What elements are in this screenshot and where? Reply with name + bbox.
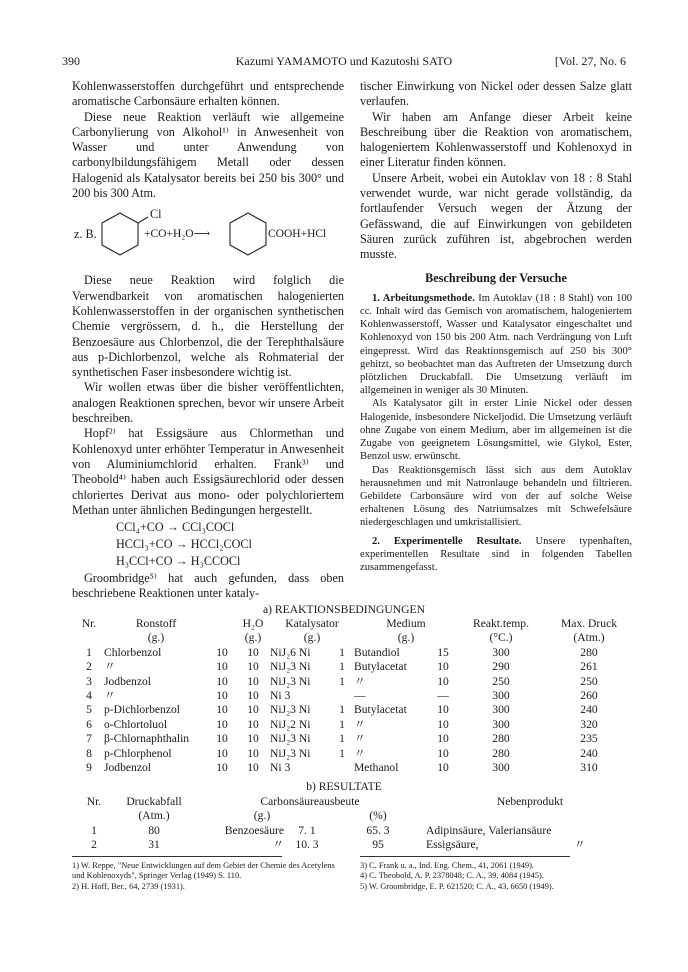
paragraph: Kohlenwasserstoffen durchgeführt und entsprechende aromatische Carbonsäure erhalten können. — [72, 79, 344, 109]
paragraph: Im Autoklav (18 : 8 Stahl) von 100 cc. Inhalt wird das Gemisch von aromatischem, halogeniertem Kohlenwasserstoff, Wasser und Katalysator eingeschaltet und Kohlenoxyd von 150 bis 200 Atm. nach Verdrängung von Luft eingepresst. Wird das Reaktionsgemisch auf 250 bis 300° gehitzt, so beobachtet man das Auftreten der Umsetzung durch plötzlichen Druckabfall. Die Umsetzung verläuft im allgemeinen in weniger als 30 Minuten. — [360, 292, 632, 397]
table-cell: 1 — [339, 732, 345, 746]
column-header: Nebenprodukt — [496, 795, 564, 808]
table-cell: NiJ₂3 Ni — [270, 674, 311, 688]
table-cell: 10 — [437, 660, 449, 674]
table-cell: Methanol — [354, 761, 399, 775]
reaction-scheme — [72, 205, 344, 269]
table-cell: 10 — [247, 761, 259, 775]
table-cell: 10 — [216, 674, 228, 688]
table-cell: Ni 3 — [270, 689, 291, 703]
reaction-products: COOH+HCl — [268, 228, 327, 241]
table-cell: NiJ₂6 Ni — [270, 645, 311, 659]
left-column — [72, 79, 344, 602]
section-heading: Beschreibung der Versuche — [425, 270, 567, 285]
table-cell: 3 — [86, 674, 92, 688]
table-cell: 10 — [437, 703, 449, 717]
table-cell: Jodbenzol — [104, 674, 152, 688]
table-cell: Adipinsäure, Valeriansäure — [426, 823, 552, 837]
table-results — [74, 795, 634, 853]
table-cell: Butylacetat — [354, 703, 407, 717]
table-cell: 310 — [580, 761, 598, 775]
table-cell: Butylacetat — [354, 660, 407, 674]
table-cell: 〃 — [354, 746, 366, 760]
table-cell — [330, 761, 354, 775]
column-header: Katalysator — [285, 617, 339, 630]
table-cell: 280 — [492, 746, 510, 760]
table-cell: 〃 — [354, 674, 366, 688]
table-cell: 1 — [339, 746, 345, 760]
table-cell: 10 — [437, 732, 449, 746]
footnote: 3) C. Frank u. a., Ind. Eng. Chem., 41, 2061 (1949). — [360, 861, 534, 870]
table-row — [74, 703, 634, 717]
example-label: z. B. — [74, 227, 97, 242]
table-row — [74, 761, 634, 775]
right-column — [360, 79, 632, 574]
unit-header: (g.) — [244, 631, 262, 645]
table-cell: 260 — [580, 689, 598, 703]
unit-header: (Atm.) — [138, 809, 170, 823]
table-cell: 10. 3 — [295, 838, 319, 852]
table-cell: 10 — [216, 732, 228, 746]
unit-header: (g.) — [303, 631, 321, 645]
table-cell: 10 — [247, 660, 259, 674]
table-cell: 10 — [247, 703, 259, 717]
table-cell: 235 — [580, 732, 598, 746]
paragraph: Als Katalysator gilt in erster Linie Nickel oder dessen Halogenide, insbesondere Nickeljodid. Die Umsetzung verläuft ohne Zugabe von einem Medium, aber im allgemeinen ist die Zugabe von geeignetem Lösungsmittel, wie Glykol, Ester, Benzol usw. erwünscht. — [360, 398, 632, 463]
table-cell: 80 — [148, 823, 160, 837]
table-cell: 261 — [580, 660, 598, 674]
table-cell: 2 — [86, 660, 92, 674]
table-cell: 1 — [86, 645, 92, 659]
table-cell: 4 — [86, 689, 92, 703]
table-cell: 8 — [86, 746, 92, 760]
table-row — [74, 660, 634, 674]
table-cell: Chlorbenzol — [104, 645, 162, 659]
footnote: 2) H. Hoff, Ber., 64, 2739 (1931). — [72, 881, 185, 891]
column-header: Druckabfall — [126, 795, 182, 808]
table-cell: 2 — [91, 838, 97, 852]
footnotes-right — [360, 861, 632, 892]
table-cell: 290 — [492, 660, 510, 674]
footnote: 4) C. Theobold, A. P. 2378048; C. A., 39, 4084 (1945). — [360, 871, 544, 881]
table-cell: 〃 — [354, 717, 366, 731]
table-cell: NiJ₂3 Ni — [270, 746, 311, 760]
table-cell: 10 — [247, 732, 259, 746]
table-cell: 5 — [86, 703, 92, 717]
table-row — [74, 689, 634, 703]
table-cell: 〃 — [272, 838, 284, 852]
table-cell: 1 — [339, 645, 345, 659]
table-row — [74, 824, 634, 838]
table-cell: 240 — [580, 746, 598, 760]
column-header: Ronstoff — [135, 617, 177, 630]
table-cell: NiJ₂3 Ni — [270, 660, 311, 674]
table-cell: Essigsäure, — [426, 838, 479, 852]
paragraph: Diese neue Reaktion wird folglich die Verwendbarkeit von aromatischen halogenierten Kohlenwasserstoffen in der organischen synthetischen Chemie vergrössern, d. h., die Herstellung der Benzoesäure aus Chlorbenzol, die der Terephthalsäure aus p-Dichlorbenzol, welche als Rohmaterial der synthetischen Faser insbesondere wichtig ist. — [72, 273, 344, 380]
paragraph: Diese neue Reaktion verläuft wie allgemeine Carbonylierung von Alkohol¹⁾ in Anwesenheit von Wasser und unter Anwendung von carbonylbildungsfähigem Metall oder dessen Halogenid als Katalysator bereits bei 250 bis 300° und 200 bis 300 Atm. — [72, 109, 344, 201]
subsection-title: 1. Arbeitungsmethode. — [372, 292, 475, 304]
table-cell: 〃 — [574, 838, 586, 852]
footnote: 1) W. Reppe, "Neue Entwicklungen auf dem Gebiet der Chemie des Acetylens und Kohlenoxyds", Springer Verlag (1949) S. 110. — [72, 861, 335, 881]
table-cell: 300 — [492, 761, 510, 775]
table-cell: NiJ₂2 Ni — [270, 717, 311, 731]
table-cell: Jodbenzol — [104, 761, 152, 775]
table-cell: 10 — [216, 645, 228, 659]
table-cell: Ni 3 — [270, 761, 291, 775]
journal-volume: [Vol. 27, No. 6 — [554, 54, 626, 68]
table-cell: 10 — [247, 689, 259, 703]
table-cell: 300 — [492, 703, 510, 717]
footnote-rule — [360, 856, 570, 857]
table-cell: 10 — [216, 746, 228, 760]
table-cell: 10 — [247, 717, 259, 731]
table-cell: 10 — [216, 717, 228, 731]
table-row — [74, 675, 634, 689]
running-authors: Kazumi YAMAMOTO und Kazutoshi SATO — [235, 54, 453, 68]
table-cell: 1 — [339, 703, 345, 717]
column-header: Reakt.temp. — [472, 617, 530, 630]
column-header: Medium — [386, 617, 426, 630]
table-cell: Butandiol — [354, 645, 400, 659]
table-row — [74, 732, 634, 746]
running-header — [62, 54, 626, 70]
table-cell: 10 — [247, 746, 259, 760]
page-number: 390 — [62, 54, 80, 68]
table-cell: 〃 — [354, 732, 366, 746]
paragraph: Wir haben am Anfange dieser Arbeit keine Beschreibung über die Reaktion von aromatischem, halogeniertem Kohlenwasserstoff und Kohlenoxyd in einer Literatur finden können. — [360, 109, 632, 170]
table-cell: 10 — [216, 689, 228, 703]
table-cell: 10 — [216, 761, 228, 775]
table-cell: 1 — [339, 660, 345, 674]
paragraph: Hopf²⁾ hat Essigsäure aus Chlormethan und Kohlenoxyd unter erhöhter Temperatur in Anwesenheit von Aluminiumchlorid erhalten. Frank³⁾ und Theobold⁴⁾ haben auch Essigsäurechlorid oder dessen chloriertes Derivat aus mono- oder polychloriertem Methan unter ähnlichen Bedingungen hergestellt. — [72, 426, 344, 517]
table-cell: 10 — [437, 746, 449, 760]
table-cell: 31 — [148, 838, 160, 852]
table-cell: 250 — [580, 674, 598, 688]
table-cell: p-Chlorphenol — [104, 746, 172, 760]
column-header: Nr. — [86, 795, 102, 808]
footnote: 5) W. Groombridge, E. P. 621520; C. A., 43, 6650 (1949). — [360, 881, 554, 891]
paragraph: Unsere Arbeit, wobei ein Autoklav von 18 : 8 Stahl verwendet wurde, war nicht gerade vollständig, da fortlaufender Versuch wegen der Ätzung der Gefässwand, die auf Einwirkungen von gebildeten Säuren zurück zuführen ist, abgebrochen werden musste. — [360, 170, 632, 262]
paragraph: tischer Einwirkung von Nickel oder dessen Salze glatt verlaufen. — [360, 79, 632, 109]
column-header: Carbonsäureausbeute — [260, 795, 360, 808]
equation: CCl₄+CO → CCl₃COCl — [116, 520, 235, 535]
table-cell: 10 — [247, 674, 259, 688]
table-cell: β-Chlornaphthalin — [104, 732, 190, 746]
unit-header: (g.) — [397, 631, 415, 645]
equation: H₃CCl+CO → H₃CCOCl — [116, 554, 241, 569]
table-row — [74, 718, 634, 732]
chlorine-substituent: Cl — [150, 207, 162, 222]
table-cell: 250 — [492, 674, 510, 688]
table-cell: NiJ₂3 Ni — [270, 703, 311, 717]
table-cell: 10 — [247, 645, 259, 659]
table-cell: 1 — [339, 717, 345, 731]
table-cell: 1 — [339, 674, 345, 688]
table-cell: 300 — [492, 717, 510, 731]
table-cell: 15 — [437, 645, 449, 659]
table-cell: 6 — [86, 717, 92, 731]
table-cell: 10 — [437, 674, 449, 688]
table-cell: 10 — [216, 703, 228, 717]
table-b-title: b) RESULTATE — [306, 780, 382, 793]
paragraph: Groombridge⁵⁾ hat auch gefunden, dass oben beschriebene Reaktionen unter kataly- — [72, 571, 344, 601]
table-cell: 65. 3 — [366, 823, 390, 837]
table-cell: 10 — [437, 717, 449, 731]
table-row — [74, 838, 634, 852]
table-cell: 300 — [492, 645, 510, 659]
paragraph: Das Reaktionsgemisch lässt sich aus dem Autoklav herausnehmen und mit Natronlauge behandeln und filtrieren. Gebildete Carbonsäure wird von der auf solche Weise erhaltenen Lösung des Natriumsalzes mit Schwefelsäure niedergeschlagen und umkristallisiert. — [360, 464, 632, 529]
unit-header: (°C.) — [489, 631, 513, 645]
table-cell: 280 — [492, 732, 510, 746]
table-a-title: a) REAKTIONSBEDINGUNGEN — [263, 603, 425, 616]
unit-header: (Atm.) — [573, 631, 605, 645]
table-cell: 280 — [580, 645, 598, 659]
equation: HCCl₃+CO → HCCl₂COCl — [116, 537, 252, 552]
table-cell: 7 — [86, 732, 92, 746]
column-header: Nr. — [81, 617, 97, 630]
table-cell: 〃 — [104, 689, 116, 703]
table-cell — [330, 689, 354, 703]
table-cell: 10 — [437, 761, 449, 775]
table-cell: 〃 — [104, 660, 116, 674]
table-cell: 1 — [91, 823, 97, 837]
unit-header: (g.) — [253, 809, 271, 823]
table-cell: 240 — [580, 703, 598, 717]
table-cell: 95 — [372, 838, 384, 852]
paragraph: Unsere typenhaften, experimentellen Resultate sind in folgenden Tabellen zusammengefasst. — [360, 535, 632, 573]
table-cell: 10 — [216, 660, 228, 674]
table-row — [74, 747, 634, 761]
table-cell: Benzoesäure — [224, 823, 284, 837]
table-cell: 300 — [492, 689, 510, 703]
table-cell: — — [354, 689, 366, 703]
subsection-title: 2. Experimentelle Resultate. — [372, 535, 522, 547]
table-reaction-conditions — [74, 617, 634, 775]
table-cell: — — [437, 689, 449, 703]
column-header: Max. Druck — [560, 617, 618, 630]
column-header: H₂O — [242, 617, 264, 630]
table-cell: 320 — [580, 717, 598, 731]
table-cell: 7. 1 — [298, 823, 316, 837]
paragraph: Wir wollen etwas über die bisher veröffentlichten, analogen Reaktionen sprechen, bevor wir unsere Arbeit beschreiben. — [72, 380, 344, 426]
footnote-rule — [72, 856, 282, 857]
unit-header: (g.) — [147, 631, 165, 645]
table-cell: NiJ₂3 Ni — [270, 732, 311, 746]
unit-header: (%) — [369, 809, 387, 823]
reaction-reagents: +CO+H₂O⟶ — [144, 228, 211, 241]
table-cell: p-Dichlorbenzol — [104, 703, 180, 717]
footnotes-left — [72, 861, 344, 892]
table-cell: o-Chlortoluol — [104, 717, 168, 731]
table-row — [74, 646, 634, 660]
table-cell: 9 — [86, 761, 92, 775]
